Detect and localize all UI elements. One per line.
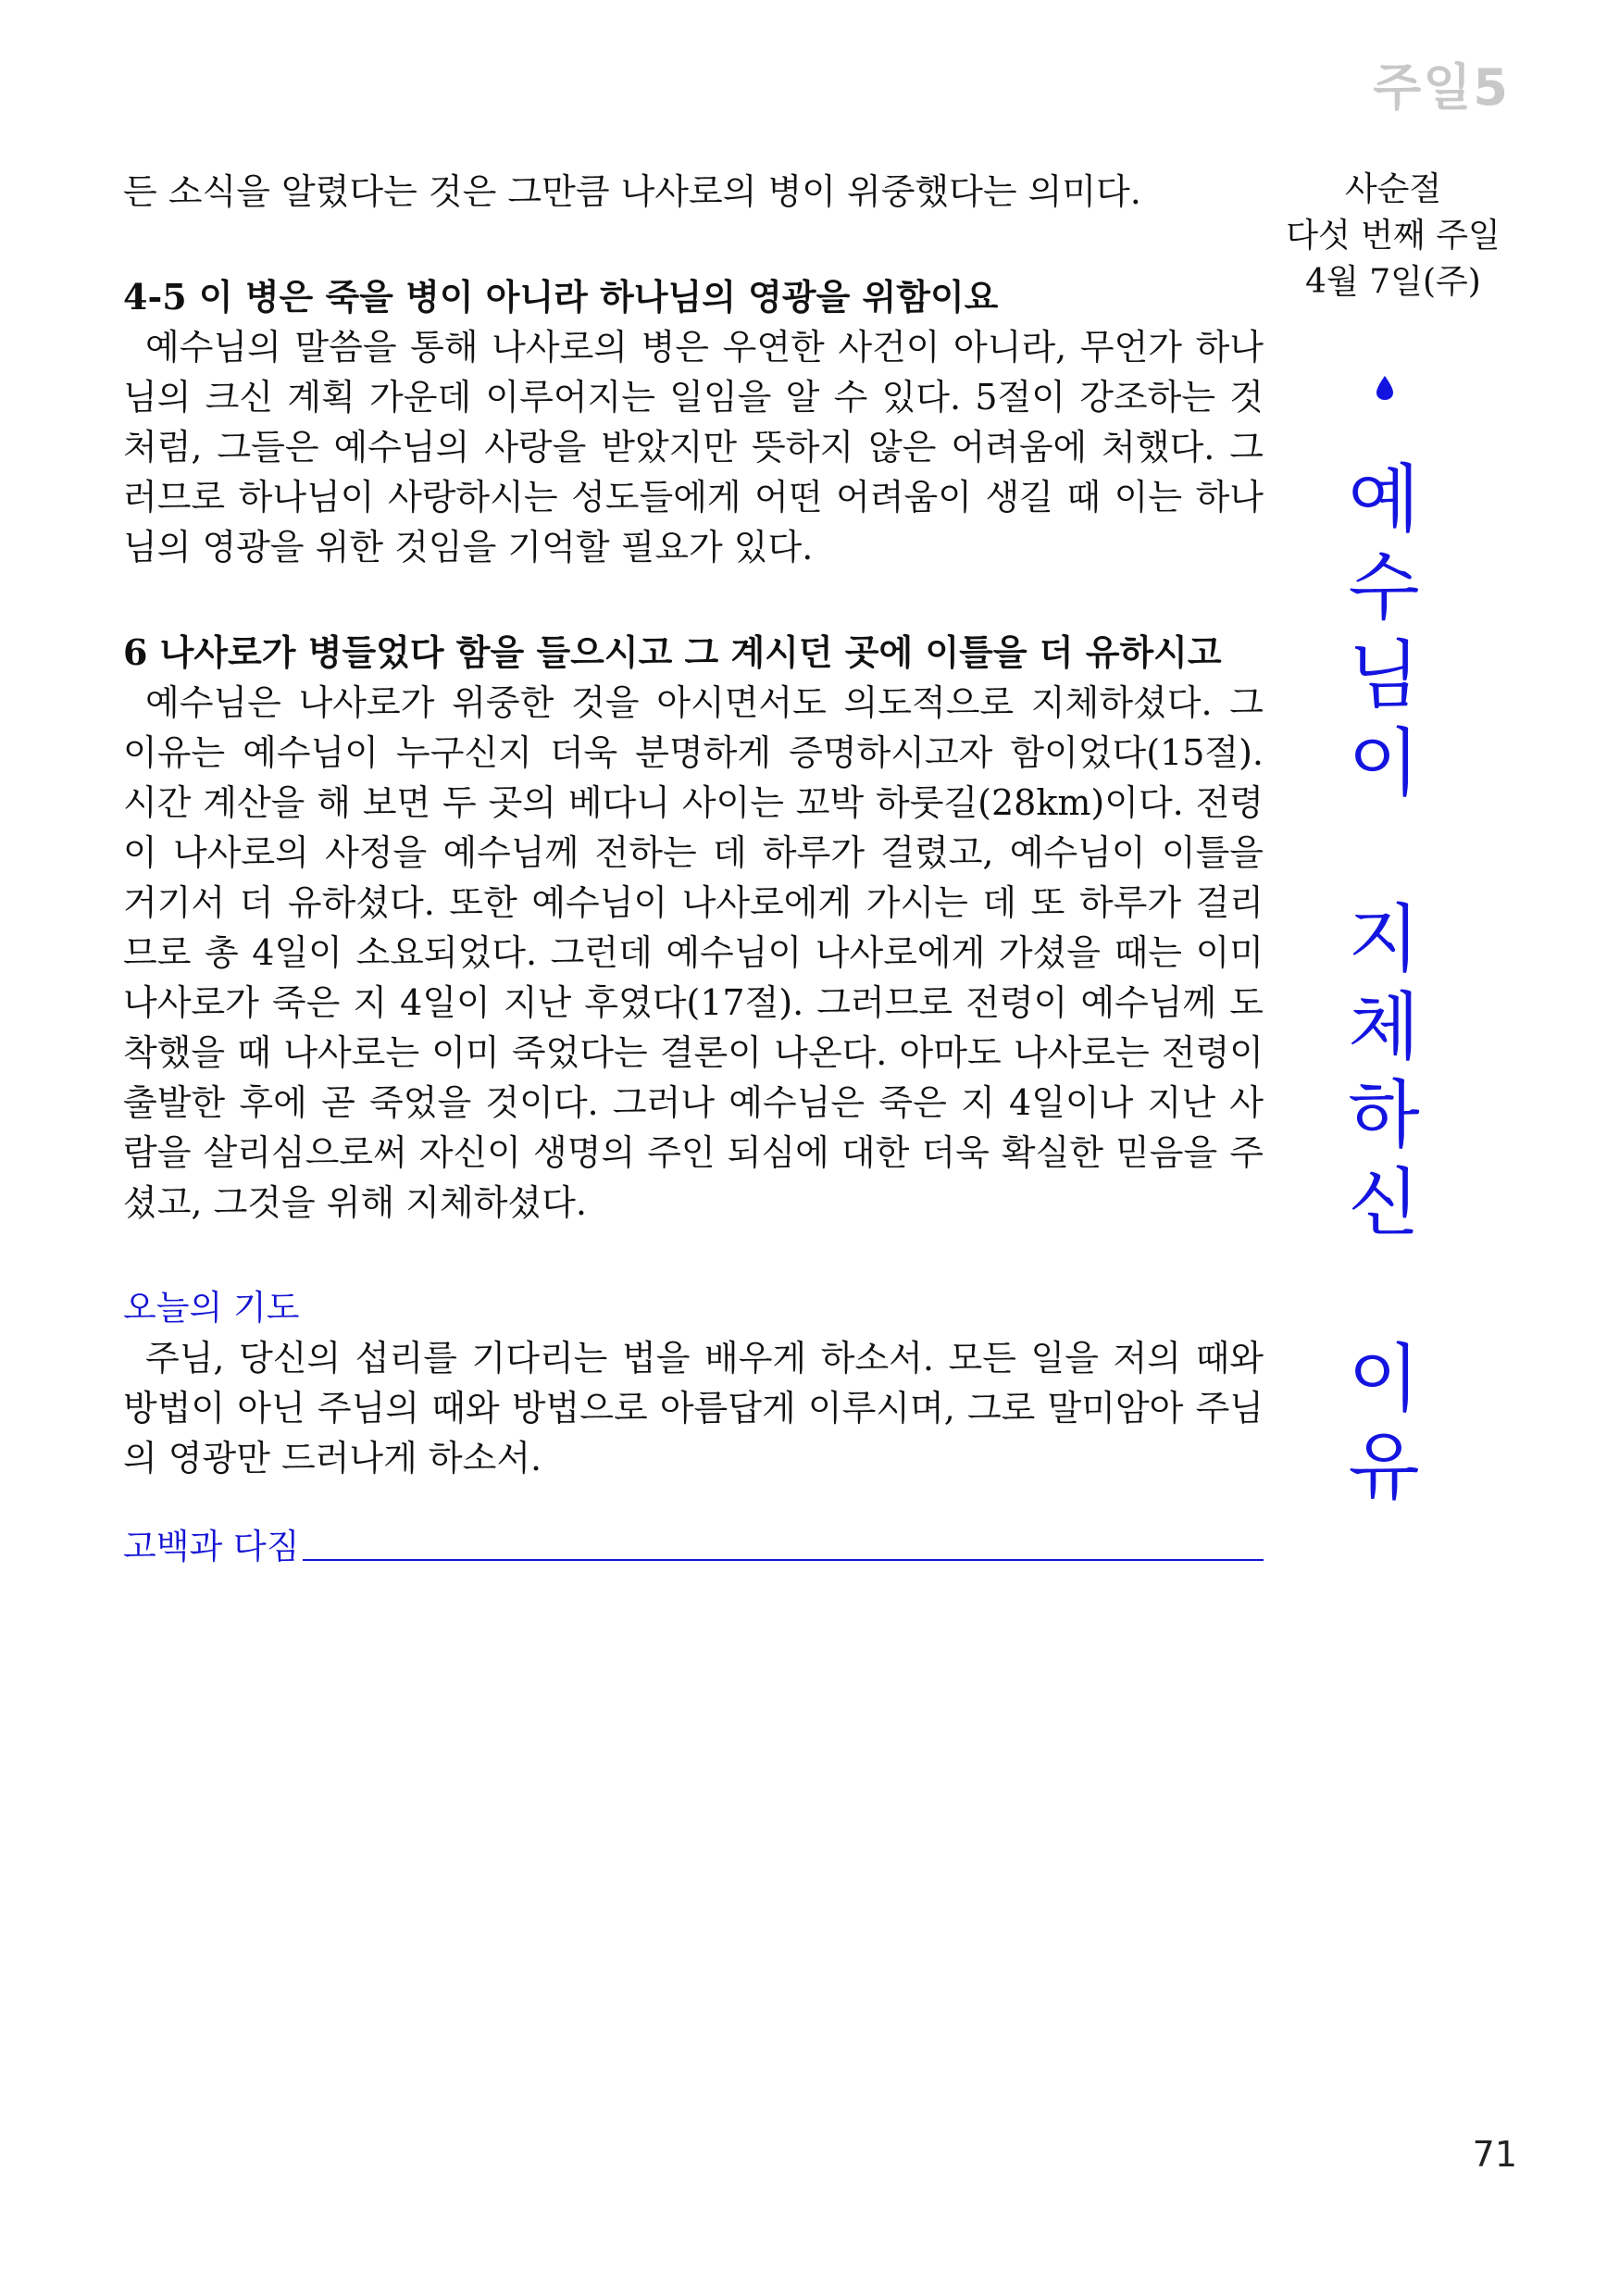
confession-row — [123, 1520, 1264, 1572]
confession-label: 고백과 다짐 — [123, 1527, 300, 1566]
vertical-title-char: 이 — [1348, 720, 1420, 806]
section-1-heading: 4-5 이 병은 죽을 병이 아니라 하나님의 영광을 위함이요 — [123, 276, 999, 318]
vertical-title-space — [1333, 807, 1435, 895]
vertical-title-char: 하 — [1348, 1072, 1420, 1158]
liturgical-date — [1268, 167, 1518, 306]
vertical-title-char: 님 — [1348, 632, 1420, 718]
vertical-title-char: 수 — [1348, 544, 1420, 630]
section-2-heading: 6 나사로가 병들었다 함을 들으시고 그 계시던 곳에 이틀을 더 유하시고 — [123, 631, 1222, 673]
vertical-title-char: 유 — [1348, 1424, 1420, 1510]
vertical-title-char: 체 — [1348, 984, 1420, 1070]
vertical-title-char: 신 — [1348, 1160, 1420, 1246]
week-label: 주일5 — [1373, 58, 1510, 117]
vertical-title-char: 지 — [1348, 896, 1420, 982]
vertical-title-char: 예 — [1348, 456, 1420, 543]
prayer-heading: 오늘의 기도 — [123, 1288, 300, 1328]
section-1-body: 예수님의 말씀을 통해 나사로의 병은 우연한 사건이 아니라, 무언가 하나님의 크신 계획 가운데 이루어지는 일임을 알 수 있다. 5절이 강조하는 것처럼, 그들은 예수님의 사랑을 받았지만 뜻하지 않은 어려움에 처했다. 그러므로 하나님이 사랑하시는 성도들에게 어떤 어려움이 생길 때 이는 하나님의 영광을 위한 것임을 기억할 필요가 있다. — [123, 327, 1264, 568]
vertical-title-char: 이 — [1348, 1336, 1420, 1422]
season-label: 사순절 — [1344, 170, 1442, 208]
intro-paragraph: 든 소식을 알렸다는 것은 그만큼 나사로의 병이 위중했다는 의미다. — [123, 171, 1141, 212]
section-2-body: 예수님은 나사로가 위중한 것을 아시면서도 의도적으로 지체하셨다. 그 이유는 예수님이 누구신지 더욱 분명하게 증명하시고자 함이었다(15절). 시간 계산을 해 보면 두 곳의 베다니 사이는 꼬박 하룻길(28km)이다. 전령이 나사로의 사정을 예수님께 전하는 데 하루가 걸렸고, 예수님이 이틀을 거기서 더 유하셨다. 또한 예수님이 나사로에게 가시는 데 또 하루가 걸리므로 총 4일이 소요되었다. 그런데 예수님이 나사로에게 가셨을 때는 이미 나사로가 죽은 지 4일이 지난 후였다(17절). 그러므로 전령이 예수님께 도착했을 때 나사로는 이미 죽었다는 결론이 나온다. 아마도 나사로는 전령이 출발한 후에 곧 죽었을 것이다. 그러나 예수님은 죽은 지 4일이나 지난 사람을 살리심으로써 자신이 생명의 주인 되심에 대한 더욱 확실한 믿음을 주셨고, 그것을 위해 지체하셨다. — [123, 682, 1264, 1223]
page-number: 71 — [1472, 2134, 1517, 2175]
confession-write-line[interactable] — [303, 1559, 1264, 1561]
water-drop-icon — [1374, 374, 1396, 402]
vertical-title — [1333, 455, 1435, 1511]
prayer-body: 주님, 당신의 섭리를 기다리는 법을 배우게 하소서. 모든 일을 저의 때와 방법이 아닌 주님의 때와 방법으로 아름답게 이루시며, 그로 말미암아 주님의 영광만 드러나게 하소서. — [123, 1338, 1264, 1479]
main-content — [123, 167, 1264, 1572]
week-of-season: 다섯 번째 주일 — [1286, 217, 1501, 255]
calendar-date: 4월 7일(주) — [1305, 263, 1481, 301]
vertical-title-space — [1333, 1247, 1435, 1335]
